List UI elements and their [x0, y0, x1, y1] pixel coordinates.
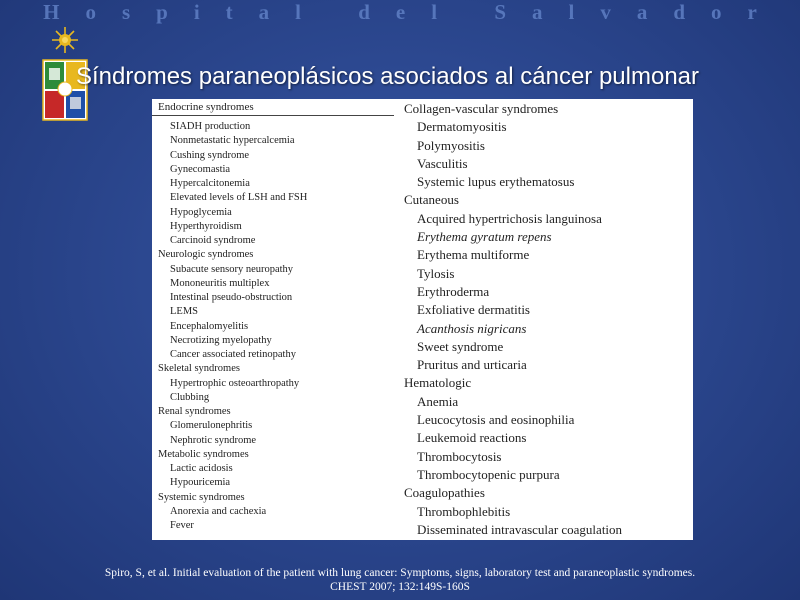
syndrome-item: Gynecomastia — [170, 163, 231, 175]
category-heading: Metabolic syndromes — [158, 448, 249, 460]
syndrome-item: Hypoglycemia — [170, 206, 232, 218]
citation-line-2: CHEST 2007; 132:149S-160S — [330, 581, 470, 593]
hospital-header: Hospital del Salvador — [43, 0, 783, 24]
syndrome-item: Acanthosis nigricans — [417, 320, 527, 336]
syndrome-item: Hypertrophic osteoarthropathy — [170, 377, 300, 389]
syndrome-item: Hypouricemia — [170, 477, 231, 489]
syndrome-item: Carcinoid syndrome — [170, 235, 256, 246]
category-heading: Cutaneous — [404, 192, 459, 208]
syndrome-item: Exfoliative dermatitis — [417, 302, 530, 318]
category-heading: Collagen-vascular syndromes — [404, 101, 559, 116]
citation — [0, 566, 800, 594]
syndrome-item: Thrombocytosis — [417, 448, 502, 464]
sun-emblem-icon — [52, 27, 78, 53]
syndrome-item: Encephalomyelitis — [170, 320, 249, 332]
left-column-header: Endocrine syndromes — [152, 99, 394, 116]
syndrome-item: Polymyositis — [417, 137, 485, 153]
syndrome-item: Fever — [170, 520, 194, 531]
syndrome-item: Anemia — [417, 393, 459, 409]
syndrome-item: Hypercalcitonemia — [170, 178, 250, 189]
syndrome-item: Erythema multiforme — [417, 247, 530, 263]
syndrome-item: Cushing syndrome — [170, 149, 250, 161]
category-heading: Hematologic — [404, 375, 472, 391]
syndrome-item: SIADH production — [170, 121, 251, 132]
syndrome-item: Hyperthyroidism — [170, 220, 242, 232]
syndrome-item: Leucocytosis and eosinophilia — [417, 412, 575, 428]
syndrome-item: Disseminated intravascular coagulation — [417, 521, 623, 537]
syndrome-item: Pruritus and urticaria — [417, 357, 527, 373]
syndrome-item: Nonmetastatic hypercalcemia — [170, 135, 295, 147]
syndrome-item: Subacute sensory neuropathy — [170, 263, 294, 275]
left-syndrome-list — [152, 116, 394, 533]
citation-line-1: Spiro, S, et al. Initial evaluation of the patient with lung cancer: Symptoms, signs, laboratory test and paraneoplastic syndromes. — [104, 567, 696, 579]
syndrome-item: Nephrotic syndrome — [170, 434, 257, 446]
category-heading: Coagulopathies — [404, 485, 485, 501]
syndrome-item: Thrombocytopenic purpura — [417, 466, 560, 482]
syndrome-item: Intestinal pseudo-obstruction — [170, 292, 293, 303]
syndrome-item: Anorexia and cachexia — [170, 505, 267, 517]
slide-title: Síndromes paraneoplásicos asociados al cáncer pulmonar — [76, 63, 700, 90]
syndrome-item: Thrombophlebitis — [417, 503, 511, 519]
syndromes-table — [152, 99, 693, 540]
syndrome-item: Tylosis — [417, 265, 455, 281]
syndrome-item: Sweet syndrome — [417, 338, 504, 354]
syndrome-item: Clubbing — [170, 391, 210, 403]
category-heading: Systemic syndromes — [158, 491, 245, 503]
syndrome-item: Cancer associated retinopathy — [170, 349, 296, 360]
syndrome-item: Systemic lupus erythematosus — [417, 174, 575, 190]
syndrome-item: LEMS — [170, 306, 199, 318]
right-syndrome-list — [402, 99, 693, 539]
syndrome-item: Glomerulonephritis — [170, 420, 253, 432]
right-column — [402, 99, 693, 540]
category-heading: Skeletal syndromes — [158, 363, 240, 375]
category-heading: Renal syndromes — [158, 406, 231, 417]
left-column — [152, 99, 394, 540]
syndrome-item: Leukemoid reactions — [417, 430, 527, 446]
syndrome-item: Elevated levels of LSH and FSH — [170, 192, 308, 204]
syndrome-item: Lactic acidosis — [170, 463, 233, 474]
syndrome-item: Dermatomyositis — [417, 119, 507, 135]
category-heading: Neurologic syndromes — [158, 249, 254, 261]
syndrome-item: Mononeuritis multiplex — [170, 277, 270, 289]
syndrome-item: Acquired hypertrichosis languinosa — [417, 210, 602, 226]
syndrome-item: Necrotizing myelopathy — [170, 334, 272, 346]
syndrome-item: Erythroderma — [417, 283, 490, 299]
syndrome-item: Vasculitis — [417, 155, 468, 171]
syndrome-item: Erythema gyratum repens — [417, 229, 552, 245]
